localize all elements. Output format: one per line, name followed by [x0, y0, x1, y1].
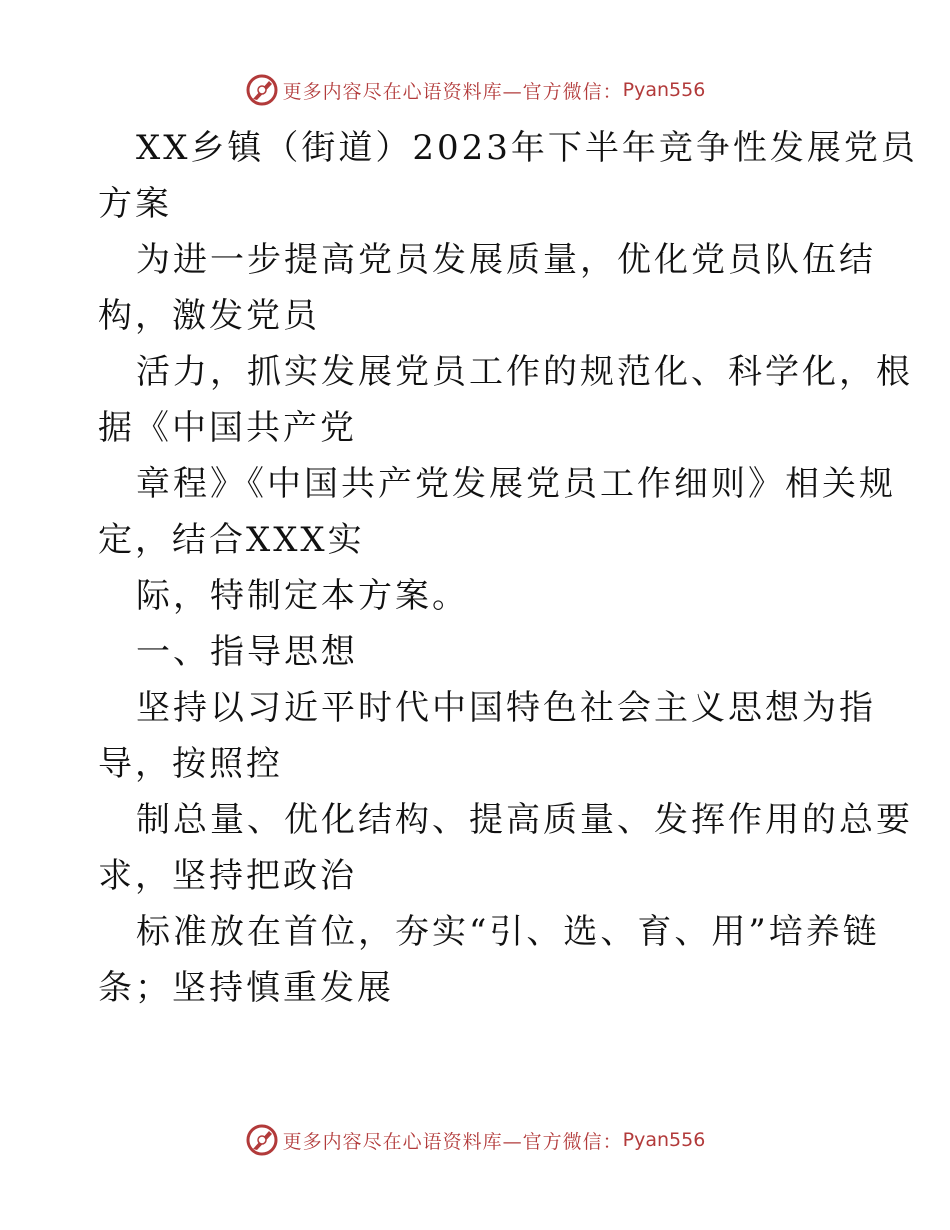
- paragraph-line: 制总量、优化结构、提高质量、发挥作用的总要: [136, 800, 913, 840]
- paragraph-line: 据《中国共产党: [98, 408, 357, 448]
- section-heading: 一、指导思想: [136, 632, 358, 672]
- quill-circle-icon: [245, 73, 279, 107]
- paragraph-line: 际，特制定本方案。: [136, 576, 469, 616]
- paragraph-line: 标准放在首位，夯实“引、选、育、用”培养链: [136, 912, 880, 952]
- watermark-text: 更多内容尽在心语资料库—官方微信：: [282, 80, 623, 103]
- paragraph-line: 条；坚持慎重发展: [98, 968, 394, 1008]
- paragraph-line: 章程》《中国共产党发展党员工作细则》相关规: [136, 464, 896, 504]
- quill-circle-icon: [245, 1123, 279, 1157]
- watermark-id: Pyan556: [622, 1129, 706, 1151]
- paragraph-line: 定，结合XXX实: [98, 520, 365, 560]
- paragraph-line: 为进一步提高党员发展质量，优化党员队伍结: [136, 240, 876, 280]
- paragraph-line: 坚持以习近平时代中国特色社会主义思想为指: [136, 688, 876, 728]
- document-body: [98, 120, 918, 1016]
- paragraph-line: 构，激发党员: [98, 296, 320, 336]
- watermark-footer: [0, 1120, 950, 1160]
- watermark-text: 更多内容尽在心语资料库—官方微信：: [282, 1130, 623, 1153]
- title-line-1: XX乡镇（街道）2023年下半年竞争性发展党员: [136, 128, 918, 168]
- title-line-2: 方案: [98, 184, 172, 224]
- paragraph-line: 导，按照控: [98, 744, 283, 784]
- watermark-id: Pyan556: [622, 79, 706, 101]
- paragraph-line: 活力，抓实发展党员工作的规范化、科学化，根: [136, 352, 913, 392]
- paragraph-line: 求，坚持把政治: [98, 856, 357, 896]
- watermark-header: [0, 70, 950, 110]
